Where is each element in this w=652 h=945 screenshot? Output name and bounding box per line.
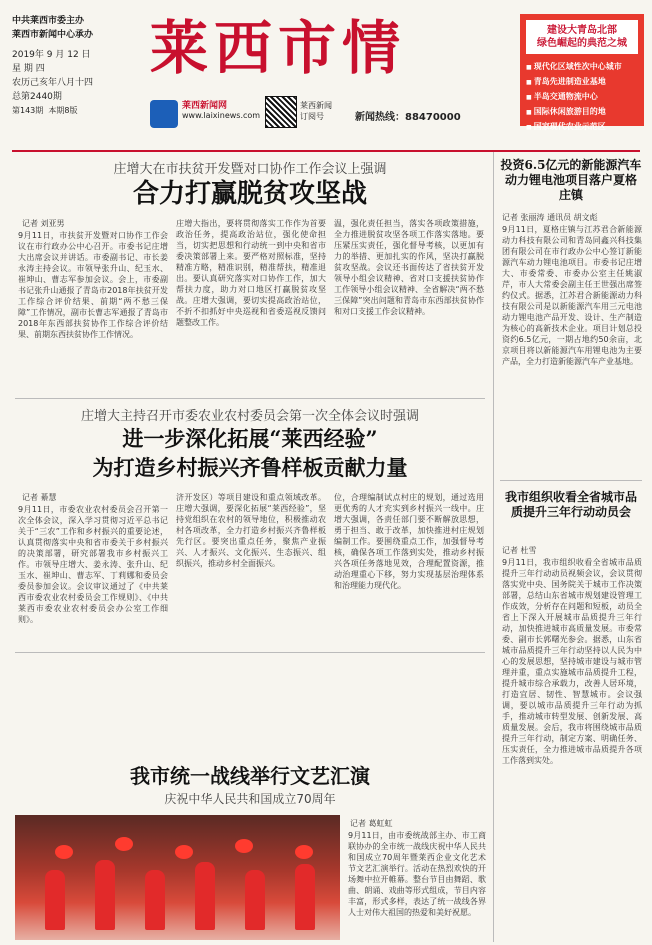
lunar-date: 农历己亥年八月十四 xyxy=(12,78,94,88)
column-divider xyxy=(493,152,494,942)
issue-no: 第143期 xyxy=(12,106,44,115)
news-app-name: 莱西新闻网 xyxy=(182,101,228,111)
section-divider xyxy=(15,652,485,653)
article2-byline: 记者 綦慧 xyxy=(22,493,57,502)
article1-kicker: 庄增大在市扶贫开发暨对口协作工作会议上强调 xyxy=(113,162,387,177)
issue-total: 总第2440期 xyxy=(12,92,62,102)
banner-item: ■ 半岛交通物流中心 xyxy=(526,90,644,105)
section-divider xyxy=(15,398,485,399)
article1-byline: 记者 刘亚男 xyxy=(22,219,65,228)
article2-headline-line2[interactable]: 为打造乡村振兴齐鲁样板贡献力量 xyxy=(92,455,408,480)
right-article1-body: 9月11日，夏格庄镇与江苏君合新能源动力科技有限公司和青岛同鑫兴科技集团有限公司在市行政办公中心签订新能源汽车动力锂电池项目。市委书记庄增大、市委常委、市委办公室主任姚淑芹，市人大常委会副主任王世强出席签约仪式。据悉，江苏君合新能源动力科技有限公司是以新能源汽车用三元电池动力锂电池产品开发、设计、生产制造为核心的高新技术企业。项目计划总投资约6.5亿元，一期占地约50余亩，北京项目将以新能源汽车用锂电池为主要产品，全力打造新能源汽车产业基地。 xyxy=(502,225,642,366)
article2-headline-line1[interactable]: 进一步深化拓展“莱西经验” xyxy=(122,426,378,451)
article3-byline: 记者 葛虹虹 xyxy=(350,819,393,828)
article1-headline[interactable]: 合力打赢脱贫攻坚战 xyxy=(132,179,367,209)
city-slogan-banner xyxy=(520,14,644,131)
article2-col1: 9月11日，市委农业农村委员会召开第一次全体会议，深入学习贯彻习近平总书记关于“三农”工作和乡村振兴的重要论述，认真贯彻落实中央和省市委关于乡村振兴的决策部署，研究部署我市乡村振兴工作。市领导庄增大、姜永涛、张升山、纪玉水、崔坤山、曹志军、丁莉娜和委员会委员参加会议。会议审议通过了《中共莱西市委农业农村委员会工作规则》、《中共莱西市委农业农村委员会办公室工作细则》。 xyxy=(18,505,168,624)
page-count: 本期8版 xyxy=(48,106,78,115)
masthead-info xyxy=(12,14,142,118)
hotline-label: 新闻热线： xyxy=(355,112,405,123)
org-line2: 莱西市新闻中心承办 xyxy=(12,30,94,40)
banner-title: 建设大青岛北部 绿色崛起的典范之城 xyxy=(526,20,638,54)
qr-code-icon xyxy=(265,96,297,128)
banner-item: ■ 现代化区域性次中心城市 xyxy=(526,60,644,75)
banner-item: ■ 国家现代农业示范区 xyxy=(526,120,644,135)
article1-col2: 庄增大指出，要将贯彻落实工作作为首要政治任务，提高政治站位，强化使命担当，切实把思想和行动统一到中央和省市委决策部署上来。要严格对照标准，坚持精准方略，精准识别，精准帮扶，精准退出。要认真研究落实对口协作工作，加大帮扶力度，助力对口地区打赢脱贫攻坚战。庄增大强调，要切实提高政治站位，不折不扣抓好中央巡视和省委巡视反馈问题整改工作。 xyxy=(176,219,326,327)
issue-date: 2019年 9 月 12 日 xyxy=(12,50,91,60)
hotline xyxy=(355,108,461,123)
right-article1-byline: 记者 张丽涛 通讯员 胡文彪 xyxy=(502,213,598,222)
article2-col2: 济开发区）等项目建设和重点领域改革。庄增大强调，要深化拓展“莱西经验”，坚持党组织在农村的领导地位，积极推动农村各项改革，全力打造乡村振兴齐鲁样板先行区。要突出重点任务，聚焦产业振兴、人才振兴、文化振兴、生态振兴、组织振兴，推动乡村全面振兴。 xyxy=(176,493,326,568)
weekday: 星 期 四 xyxy=(12,64,45,74)
org-line1: 中共莱西市委主办 xyxy=(12,16,85,26)
hotline-number: 88470000 xyxy=(405,112,461,123)
news-app-icon xyxy=(150,100,178,128)
masthead-divider xyxy=(12,150,640,152)
banner-item: ■ 国际休闲旅游目的地 xyxy=(526,105,644,120)
article2-col3: 位，合理编制试点村庄的规划，通过选用更优秀的人才充实到乡村振兴一线中。庄增大强调，各责任部门要不断解放思想，勇于担当、敢于改革，加快推进村庄规划编制工作。要围绕重点工作，加强督导考核，确保各项工作落到实处，推动乡村振兴各项任务落地见效，合理配置资源，推动治理重心下移，努力实现基层治理体系和治理能力现代化。 xyxy=(334,493,484,590)
article2-kicker: 庄增大主持召开市委农业农村委员会第一次全体会议时强调 xyxy=(80,409,419,424)
banner-item: ■ 青岛先进制造业基地 xyxy=(526,75,644,90)
performance-photo xyxy=(15,815,340,940)
article3-headline[interactable]: 我市统一战线举行文艺汇演 xyxy=(130,764,370,788)
article3-body: 9月11日，由市委统战部主办、市工商联协办的全市统一战线庆祝中华人民共和国成立70周年暨莱西企业文化艺术节文艺汇演举行。活动在热烈欢快的开场舞中拉开帷幕。整台节目由舞蹈、歌曲、朗诵、戏曲等形式组成，节目内容丰富，形式多样，表达了统一战线各界人士对伟大祖国的热爱和美好祝愿。 xyxy=(348,831,486,917)
article1-col3: 温，强化责任担当，落实各项政策措施，全力推进脱贫攻坚各项工作落实落地。要压紧压实责任，强化督导考核，以更加有力的举措、更加扎实的作风，坚决打赢脱贫攻坚战。会议还书面传达了省扶贫开发领导小组会议精神、省对口支援扶贫协作工作领导小组会议精神、全省解决“两不愁三保障”突出问题和青岛市东西部扶贫协作和对口支援工作会议精神。 xyxy=(334,219,484,316)
article1-col1: 9月11日，市扶贫开发暨对口协作工作会议在市行政办公中心召开。市委书记庄增大出席会议并讲话。市委副书记、市长姜永涛主持会议。市领导张升山、纪玉水、崔坤山、曹志军参加会议。会上，市委副书记张升山通报了青岛市2018年扶贫开发工作综合评价结果、前期“两不愁三保障”工作情况，副市长曹志军通报了青岛市2018年东西部扶贫协作工作综合评价结果、前期东西扶贫协作工作情况。 xyxy=(18,231,168,339)
right-article1-headline[interactable]: 投资6.5亿元的新能源汽车动力锂电池项目落户夏格庄镇 xyxy=(500,158,642,202)
right-article2-body: 9月11日，我市组织收看全省城市品质提升三年行动动员视频会议，会议贯彻落实党中央、国务院关于城市工作决策部署，总结山东省城市规划建设管理工作成效，分析存在问题和短板，动员全省上下深入开展城市品质提升三年行动，加快推进城市高质量发展。市委常委、副市长郭曙光参会。据悉，山东省城市品质提升三年行动坚持以人民为中心的发展思想，坚持城市建设与城市管理并重，重点实施城市品质提升工程，提升城市综合承载力，改善人居环境，打造宜居、韧性、智慧城市。会议强调，要以城市品质提升三年行动为抓手，推动城市转型发展、创新发展、高质量发展。会后，我市将围绕城市品质提升三年行动，制定方案、明确任务、压实责任，全力推进城市品质提升各项工作落到实处。 xyxy=(502,558,642,765)
article3-subhead: 庆祝中华人民共和国成立70周年 xyxy=(164,792,336,806)
banner-list xyxy=(526,60,644,135)
newspaper-logo: 莱西市情 xyxy=(150,14,407,82)
website-link[interactable]: www.laixinews.com xyxy=(182,111,261,120)
subscribe-label: 莱西新闻 订阅号 xyxy=(300,101,332,121)
right-article2-byline: 记者 杜雪 xyxy=(502,546,537,555)
section-divider xyxy=(500,480,642,481)
right-article2-headline[interactable]: 我市组织收看全省城市品质提升三年行动动员会 xyxy=(504,490,637,519)
